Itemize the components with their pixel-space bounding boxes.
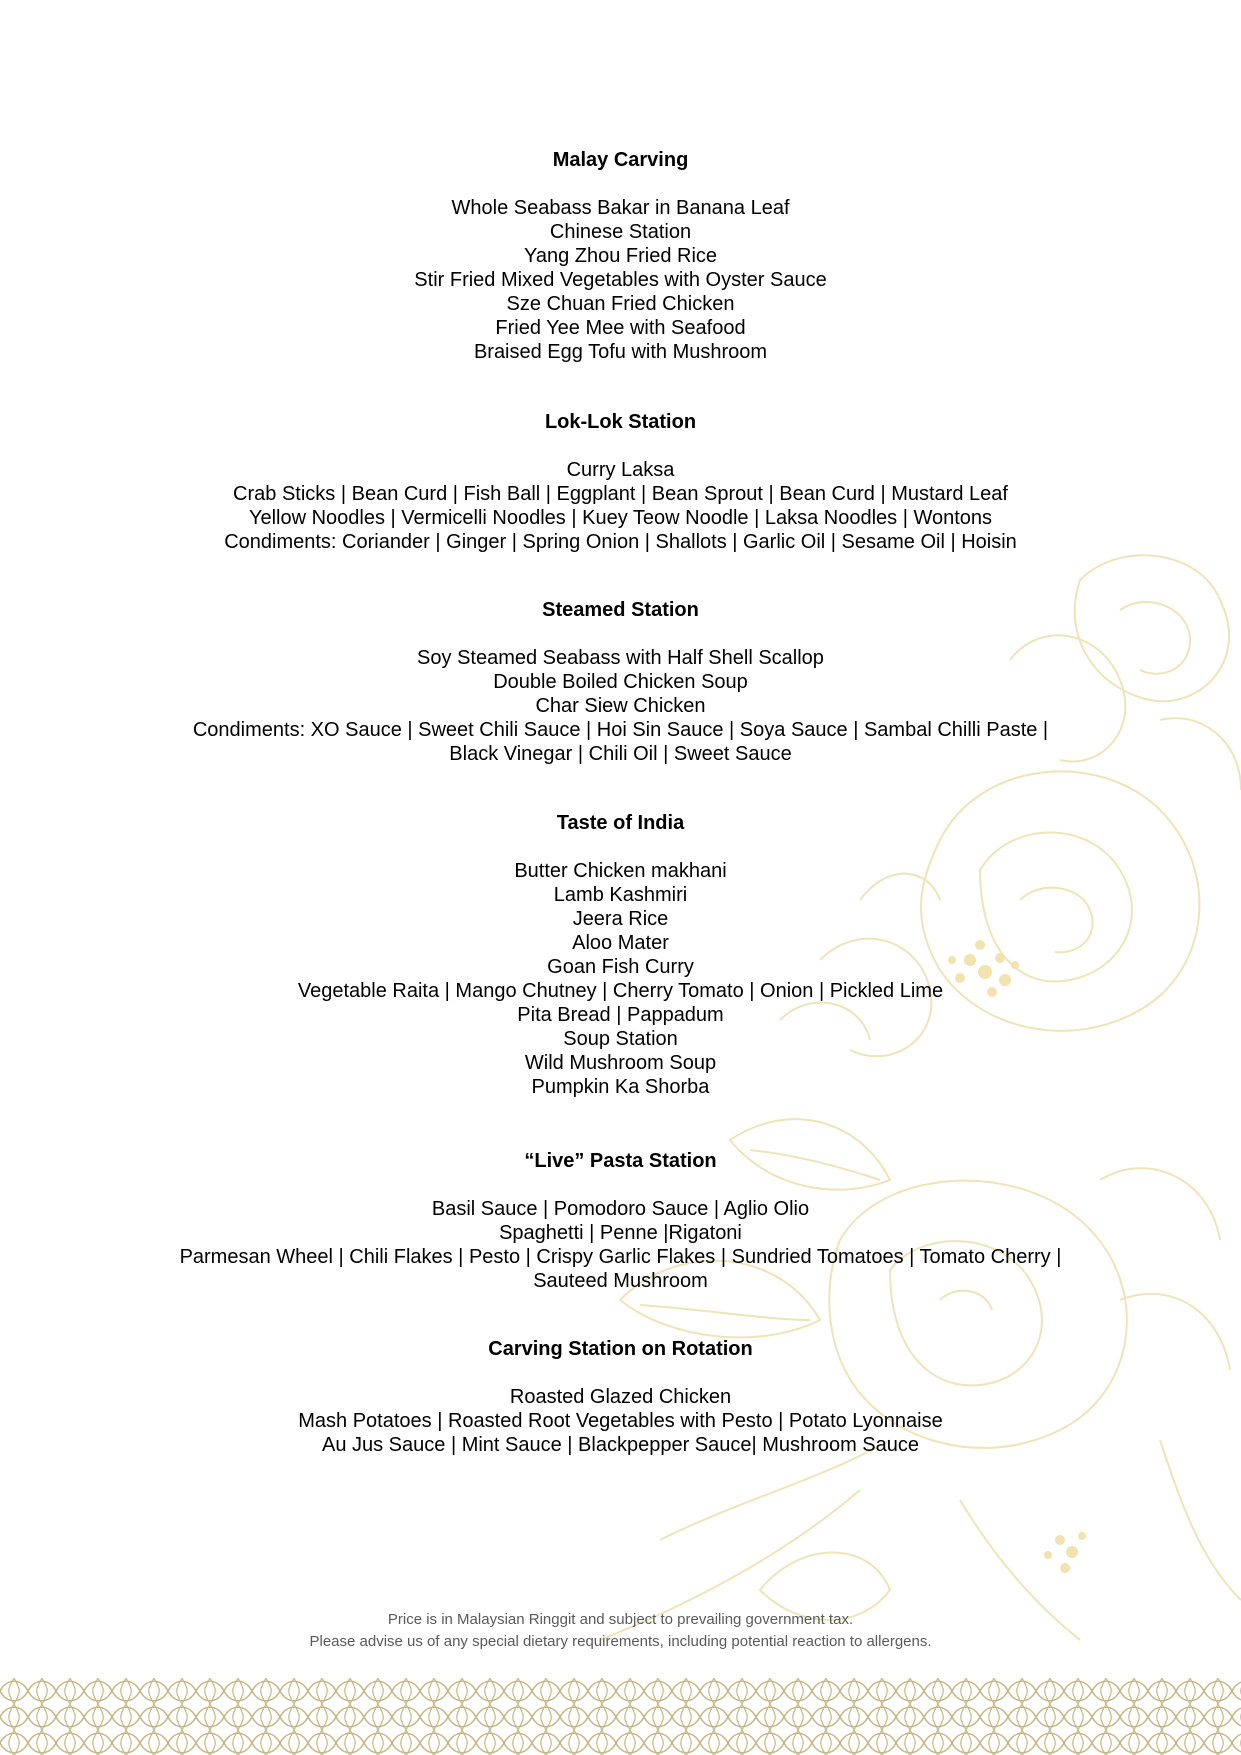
menu-item: Stir Fried Mixed Vegetables with Oyster Sauce (414, 269, 827, 291)
menu-item: Lamb Kashmiri (553, 884, 688, 906)
section-title: “Live” Pasta Station (524, 1150, 717, 1172)
menu-item: Yellow Noodles | Vermicelli Noodles | Kuey Teow Noodle | Laksa Noodles | Wontons (248, 507, 993, 529)
menu-item: Double Boiled Chicken Soup (493, 671, 748, 693)
section-title: Steamed Station (542, 599, 699, 621)
menu-item: Sauteed Mushroom (533, 1270, 708, 1292)
menu-item: Pumpkin Ka Shorba (531, 1076, 710, 1098)
section-title: Malay Carving (552, 149, 689, 171)
footer-notice (0, 1609, 1241, 1653)
menu-item: Crab Sticks | Bean Curd | Fish Ball | Eggplant | Bean Sprout | Bean Curd | Mustard Leaf (233, 483, 1008, 505)
menu-item: Butter Chicken makhani (514, 860, 727, 882)
menu-item: Condiments: Coriander | Ginger | Spring Onion | Shallots | Garlic Oil | Sesame Oil | Hoisin (224, 531, 1017, 553)
menu-item: Sze Chuan Fried Chicken (506, 293, 735, 315)
menu-item: Soup Station (563, 1028, 678, 1050)
menu-item: Yang Zhou Fried Rice (523, 245, 718, 267)
footer-dietary-note: Please advise us of any special dietary requirements, including potential reaction to allergens. (309, 1633, 932, 1650)
menu-section-lok-lok-station (0, 410, 1241, 554)
menu-item: Condiments: XO Sauce | Sweet Chili Sauce | Hoi Sin Sauce | Soya Sauce | Sambal Chilli Paste | (192, 719, 1049, 741)
menu-section-live-pasta-station (0, 1149, 1241, 1293)
footer-price-note: Price is in Malaysian Ringgit and subject to prevailing government tax. (387, 1611, 854, 1628)
menu-item: Parmesan Wheel | Chili Flakes | Pesto | Crispy Garlic Flakes | Sundried Tomatoes | Tomato Cherry | (179, 1246, 1062, 1268)
menu-item: Goan Fish Curry (547, 956, 694, 978)
menu-item: Curry Laksa (566, 459, 675, 481)
menu-item: Roasted Glazed Chicken (509, 1386, 732, 1408)
menu-item: Spaghetti | Penne |Rigatoni (499, 1222, 742, 1244)
menu-item: Fried Yee Mee with Seafood (495, 317, 746, 339)
section-title: Carving Station on Rotation (488, 1338, 753, 1360)
menu-section-carving-station-on-rotation (0, 1337, 1241, 1457)
menu-section-taste-of-india (0, 811, 1241, 1099)
menu-item: Mash Potatoes | Roasted Root Vegetables with Pesto | Potato Lyonnaise (298, 1410, 943, 1432)
menu-item: Wild Mushroom Soup (524, 1052, 717, 1074)
menu-section-steamed-station (0, 598, 1241, 766)
menu-section-malay-carving (0, 148, 1241, 364)
menu-item: Braised Egg Tofu with Mushroom (473, 341, 768, 363)
menu-item: Basil Sauce | Pomodoro Sauce | Aglio Olio (431, 1198, 810, 1220)
section-title: Taste of India (556, 812, 685, 834)
menu-item: Pita Bread | Pappadum (517, 1004, 724, 1026)
section-title: Lok-Lok Station (544, 411, 697, 433)
menu-item: Jeera Rice (572, 908, 669, 930)
menu-item: Aloo Mater (572, 932, 669, 954)
menu-item: Chinese Station (549, 221, 692, 243)
menu-item: Whole Seabass Bakar in Banana Leaf (451, 197, 790, 219)
menu-item: Soy Steamed Seabass with Half Shell Scallop (417, 647, 824, 669)
menu-item: Char Siew Chicken (535, 695, 706, 717)
menu-item: Au Jus Sauce | Mint Sauce | Blackpepper Sauce| Mushroom Sauce (321, 1434, 919, 1456)
menu-item: Black Vinegar | Chili Oil | Sweet Sauce (449, 743, 792, 765)
lattice-border-pattern (0, 1678, 1241, 1755)
menu-item: Vegetable Raita | Mango Chutney | Cherry Tomato | Onion | Pickled Lime (297, 980, 944, 1002)
